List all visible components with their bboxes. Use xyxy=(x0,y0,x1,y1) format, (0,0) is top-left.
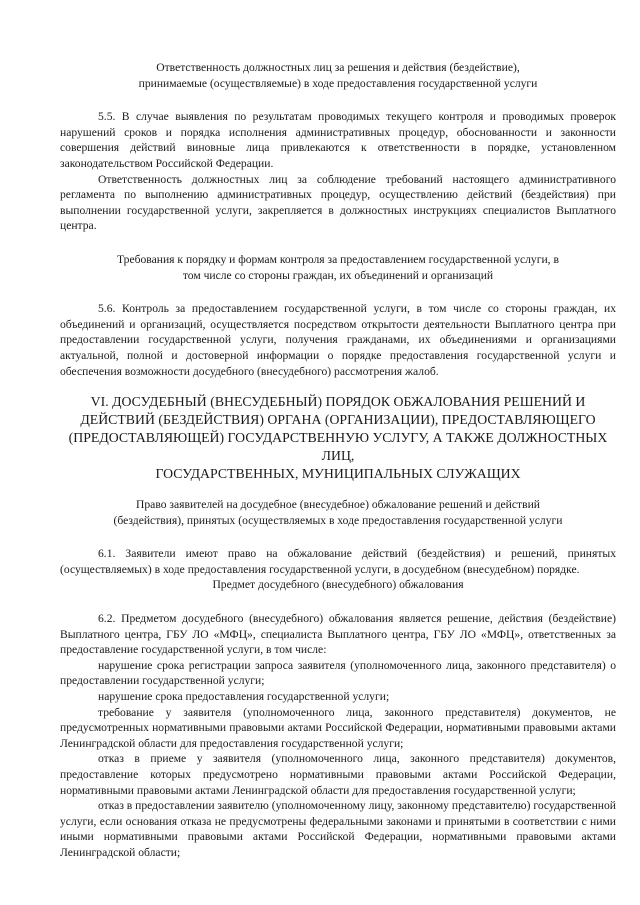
spacer xyxy=(60,91,616,109)
heading-line: VI. ДОСУДЕБНЫЙ (ВНЕСУДЕБНЫЙ) ПОРЯДОК ОБЖАЛОВАНИЯ РЕШЕНИЙ И xyxy=(90,394,586,410)
paragraph: нарушение срока предоставления государственной услуги; xyxy=(98,690,390,704)
document-page xyxy=(60,60,616,861)
heading-line: ГОСУДАРСТВЕННЫХ, МУНИЦИПАЛЬНЫХ СЛУЖАЩИХ xyxy=(155,466,521,482)
heading-line: (бездействия), принятых (осуществляемых в ходе предоставления государственной услуги xyxy=(113,513,563,527)
paragraph: 5.5. В случае выявления по результатам проводимых текущего контроля и проводимых проверок нарушений сроков и порядка исполнения административных процедур, обоснованности и законности совершения действий виновные лица привлекаются к ответственности в порядке, установленном законодательством Российской Федерации. xyxy=(60,110,616,170)
spacer xyxy=(60,593,616,611)
section-title xyxy=(60,393,616,483)
heading-line: Предмет досудебного (внесудебного) обжалования xyxy=(212,578,464,592)
heading-line: Право заявителей на досудебное (внесудебное) обжалование решений и действий xyxy=(136,498,540,512)
heading-line: (ПРЕДОСТАВЛЯЮЩЕЙ) ГОСУДАРСТВЕННУЮ УСЛУГУ, А ТАКЖЕ ДОЛЖНОСТНЫХ ЛИЦ, xyxy=(68,430,608,464)
heading-line: Ответственность должностных лиц за решения и действия (бездействие), xyxy=(156,61,520,74)
paragraph: отказ в приеме у заявителя (уполномоченного лица, законного представителя) документов, предоставление которых предусмотрено нормативными правовыми актами Российской Федерации, нормативными правовыми актами Ленинградской области для предоставления государственной услуги; xyxy=(60,752,616,797)
paragraph: отказ в предоставлении заявителю (уполномоченному лицу, законному представителю) государственной услуги, если основания отказа не предусмотрены федеральными законами и принятыми в соответствии с ними иными нормативными правовыми актами Российской Федерации, нормативными правовыми актами Ленинградской области; xyxy=(60,799,616,859)
heading-line: ДЕЙСТВИЙ (БЕЗДЕЙСТВИЯ) ОРГАНА (ОРГАНИЗАЦИИ), ПРЕДОСТАВЛЯЮЩЕГО xyxy=(80,412,596,428)
paragraph: 6.2. Предметом досудебного (внесудебного) обжалования является решение, действия (бездействие) Выплатного центра, ГБУ ЛО «МФЦ», специалиста Выплатного центра, ГБУ ЛО «МФЦ», ответственных за предоставление государственной услуги, в том числе: xyxy=(60,612,616,657)
subsection-heading xyxy=(60,497,616,528)
spacer xyxy=(60,483,616,497)
paragraph: 5.6. Контроль за предоставлением государственной услуги, в том числе со стороны граждан, их объединений и организаций, осуществляется посредством открытости деятельности Выплатного центра при предоставлении государственной услуги, получения гражданами, их объединениями и организациями актуальной, полной и достоверной информации о порядке предоставления государственной услуги и обеспечения возможности досудебного (внесудебного) рассмотрения жалоб. xyxy=(60,302,616,378)
subsection-heading xyxy=(60,252,616,283)
paragraph: 6.1. Заявители имеют право на обжалование действий (бездействия) и решений, принятых (осуществляемых) в ходе предоставления государственной услуги, в досудебном (внесудебном) порядке. xyxy=(60,547,616,576)
paragraph: Ответственность должностных лиц за соблюдение требований настоящего административного регламента по выполнению административных процедур, осуществлению действий (бездействия) при выполнении государственной услуги, закрепляется в должностных инструкциях специалистов Выплатного центра. xyxy=(60,172,616,233)
spacer xyxy=(60,379,616,393)
paragraph: требование у заявителя (уполномоченного лица, законного представителя) документов, не предусмотренных нормативными правовыми актами Российской Федерации, нормативными правовыми актами Ленинградской области для предоставления государственной услуги; xyxy=(60,705,616,750)
spacer xyxy=(60,283,616,301)
spacer xyxy=(60,234,616,252)
heading-line: принимаемые (осуществляемые) в ходе предоставления государственной услуги xyxy=(138,76,538,90)
heading-line: Требования к порядку и формам контроля за предоставлением государственной услуги, в xyxy=(117,252,559,266)
subsection-heading xyxy=(60,577,616,593)
paragraph: нарушение срока регистрации запроса заявителя (уполномоченного лица, законного представителя) о предоставлении государственной услуги; xyxy=(60,658,616,688)
spacer xyxy=(60,528,616,546)
heading-line: том числе со стороны граждан, их объединений и организаций xyxy=(182,268,494,282)
subsection-heading xyxy=(60,60,616,91)
